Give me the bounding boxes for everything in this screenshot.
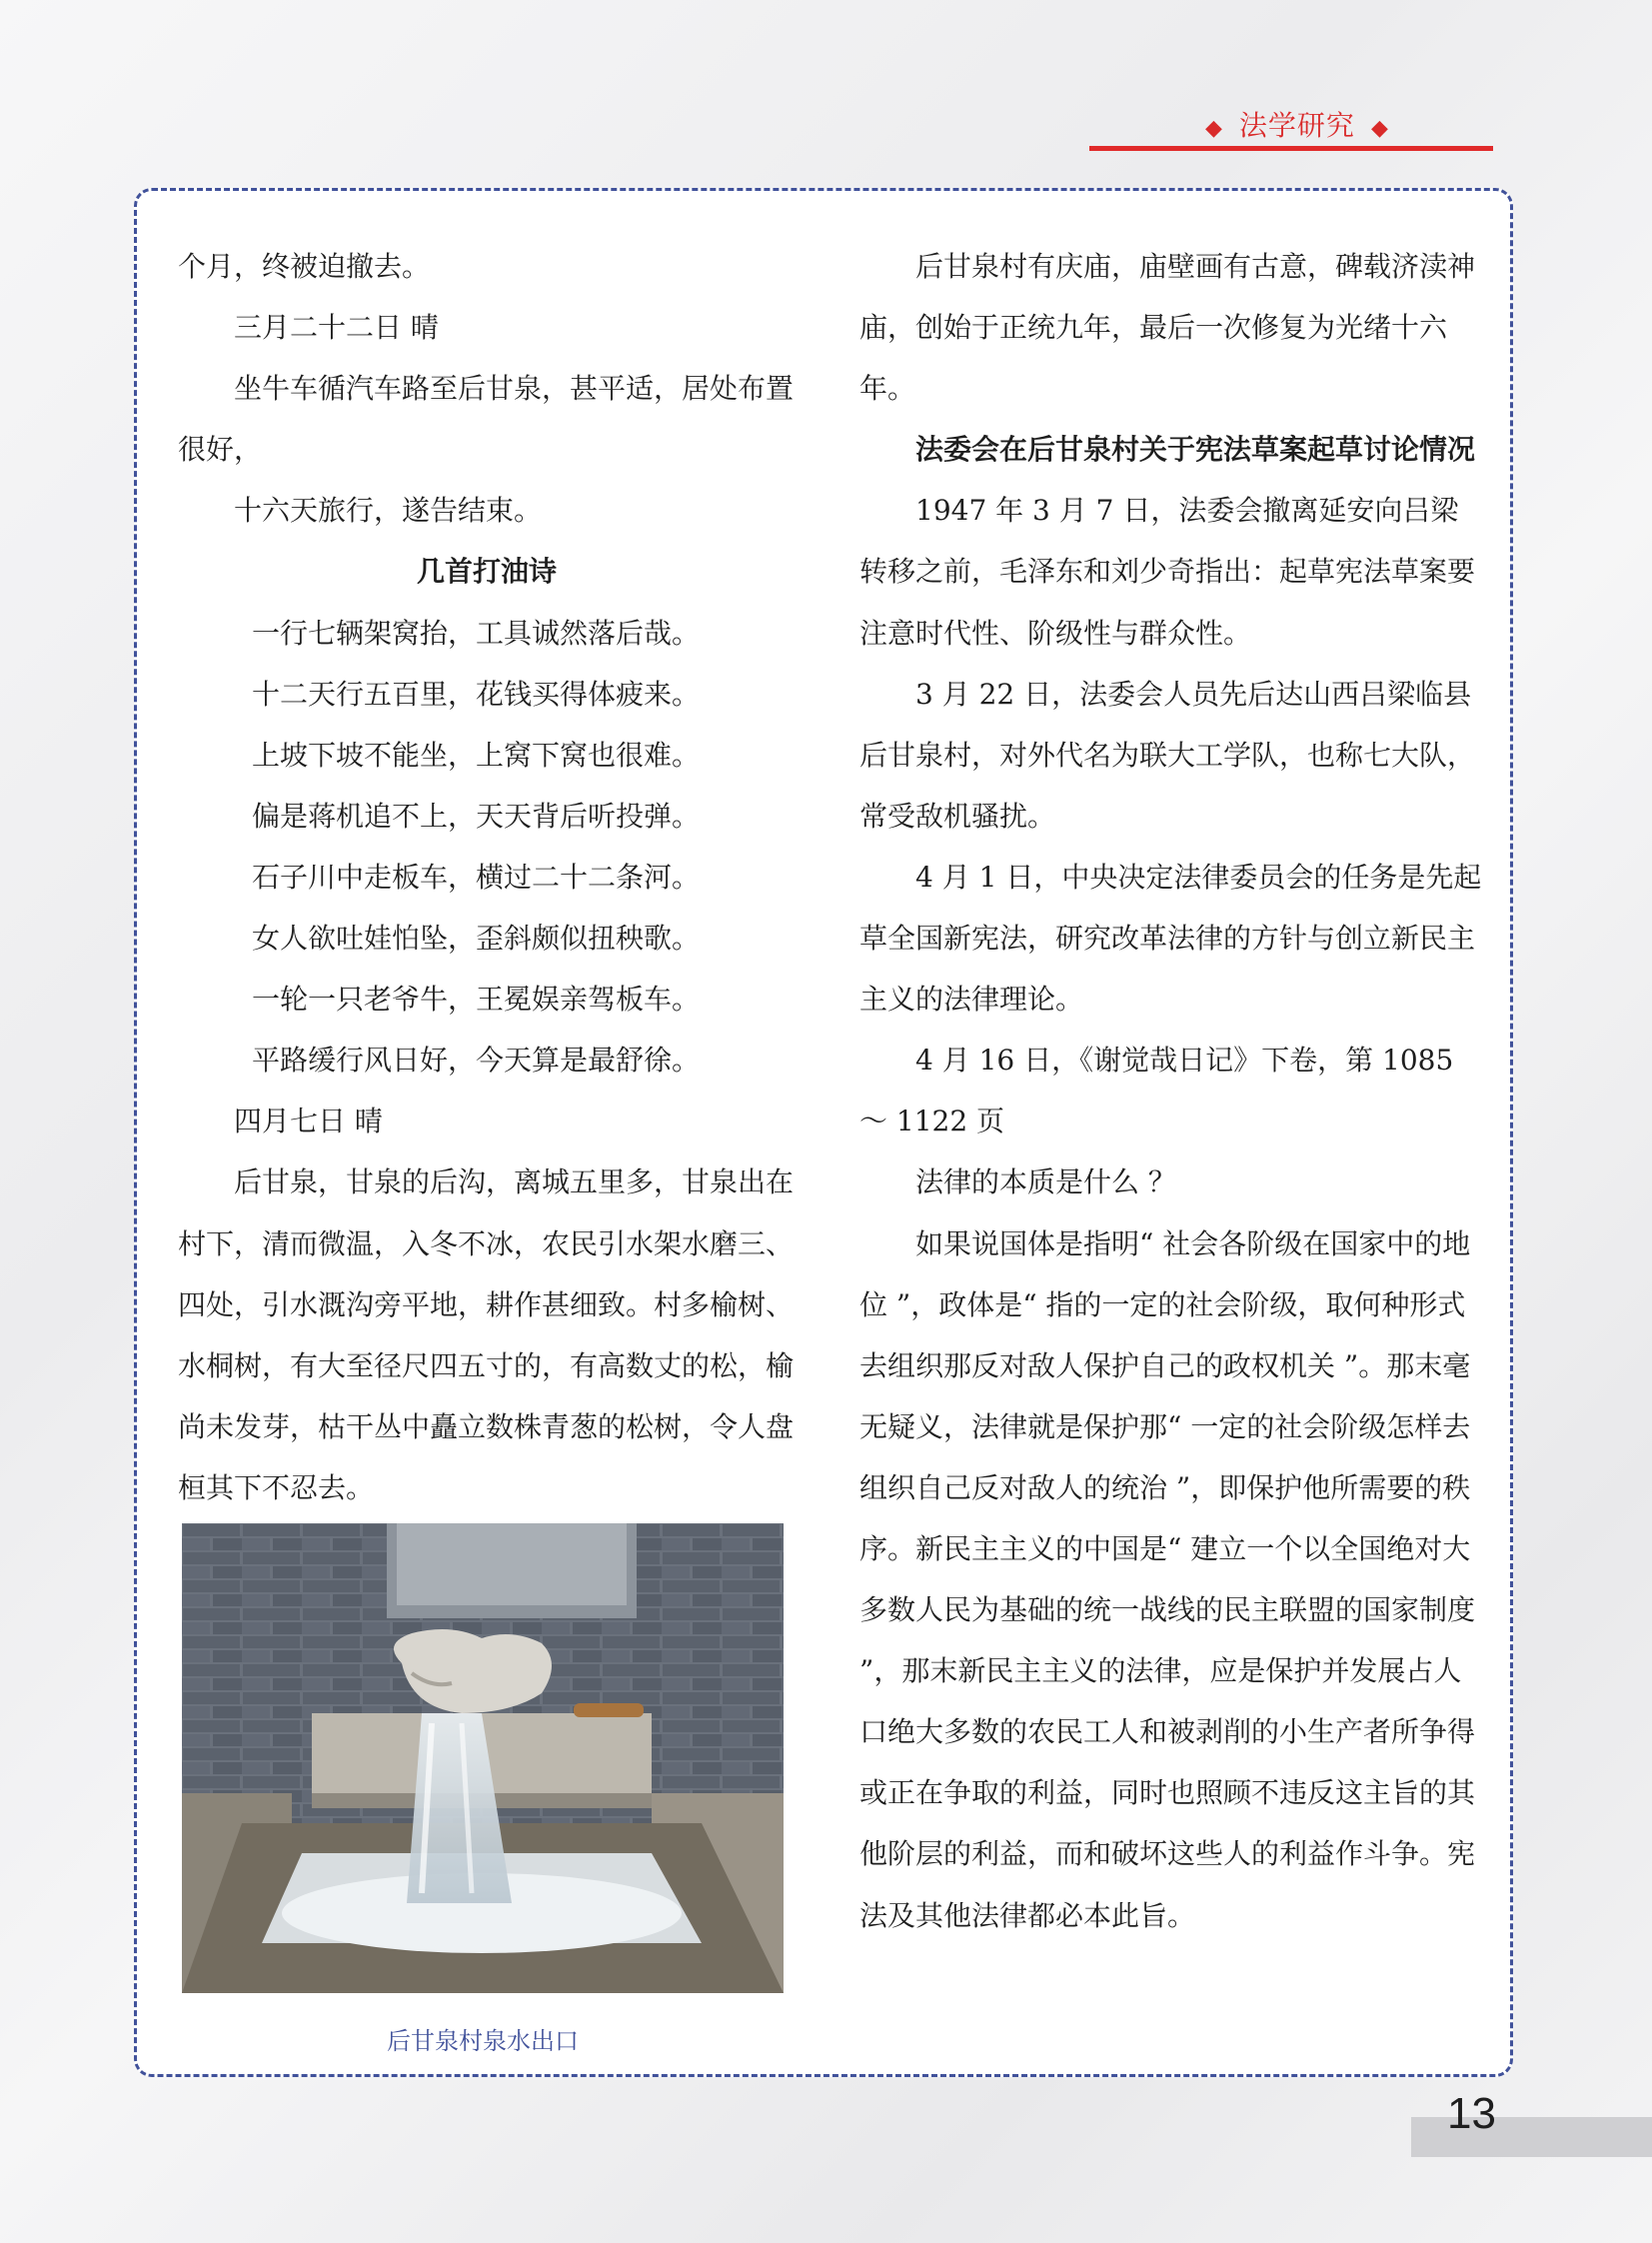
paragraph: 3 月 22 日，法委会人员先后达山西吕梁临县后甘泉村，对外代名为联大工学队，也称七大队，常受敌机骚扰。	[859, 677, 1476, 833]
poem-line: 一轮一只老爷牛，王冕娱亲驾板车。	[252, 983, 701, 1017]
diary-date: 四月七日 晴	[234, 1105, 383, 1138]
poem-line: 女人欲吐娃怕坠，歪斜颇似扭秧歌。	[252, 922, 701, 956]
diamond-left-icon: ◆	[1205, 116, 1223, 141]
poem	[178, 603, 796, 1092]
left-column	[178, 236, 796, 1518]
section-title: 法学研究	[1238, 109, 1355, 142]
paragraph: 后甘泉村有庆庙，庙壁画有古意，碑载济渎神庙，创始于正统九年，最后一次修复为光绪十六年。	[859, 250, 1476, 406]
poem-line: 平路缓行风日好，今天算是最舒徐。	[252, 1044, 701, 1078]
paragraph: 后甘泉，甘泉的后沟，离城五里多，甘泉出在村下，清而微温，入冬不冰，农民引水架水磨三、四处，引水溉沟旁平地，耕作甚细致。村多榆树、水桐树，有大至径尺四五寸的，有高数丈的松，榆尚未发芽，枯干丛中矗立数株青葱的松树，令人盘桓其下不忍去。	[178, 1165, 795, 1504]
paragraph: 如果说国体是指明“ 社会各阶级在国家中的地位 ”，政体是“ 指的一定的社会阶级，取何种形式去组织那反对敌人保护自己的政权机关 ”。那末毫无疑义，法律就是保护那“ 一定的社会阶级怎样去组织自己反对敌人的统治 ”，即保护他所需要的秩序。新民主主义的中国是“ 建立一个以全国绝对大多数人民为基础的统一战线的民主联盟的国家制度 ”，那末新民主主义的法律，应是保护并发展占人口绝大多数的农民工人和被剥削的小生产者所争得或正在争取的利益，同时也照顾不违反这主旨的其他阶层的利益，而和破坏这些人的利益作斗争。宪法及其他法律都必本此旨。	[859, 1226, 1476, 1932]
paragraph: 1947 年 3 月 7 日，法委会撤离延安向吕梁转移之前，毛泽东和刘少奇指出：起草宪法草案要注意时代性、阶级性与群众性。	[859, 494, 1476, 650]
poem-line: 偏是蒋机追不上，天天背后听投弹。	[252, 799, 701, 833]
paragraph: 个月，终被迫撤去。	[178, 250, 431, 283]
right-column	[859, 236, 1485, 1946]
photo-caption: 后甘泉村泉水出口	[387, 2027, 579, 2055]
poem-title: 几首打油诗	[416, 555, 557, 589]
paragraph: 十六天旅行，遂告结束。	[234, 494, 543, 528]
paragraph: 4 月 1 日，中央决定法律委员会的任务是先起草全国新宪法，研究改革法律的方针与创立新民主主义的法律理论。	[859, 860, 1482, 1017]
section-heading: 法委会在后甘泉村关于宪法草案起草讨论情况	[915, 433, 1476, 467]
page-number: 13	[1447, 2089, 1496, 2138]
citation: 4 月 16 日，《谢觉哉日记》下卷，第 1085 ～ 1122 页	[859, 1044, 1454, 1138]
poem-line: 石子川中走板车，横过二十二条河。	[252, 860, 701, 894]
paragraph: 坐牛车循汽车路至后甘泉，甚平适，居处布置很好，	[178, 372, 795, 467]
diary-date: 三月二十二日 晴	[234, 311, 439, 345]
diamond-right-icon: ◆	[1370, 116, 1389, 141]
spring-outlet-photo	[182, 1523, 784, 1993]
poem-line: 一行七辆架窝抬，工具诚然落后哉。	[252, 616, 701, 650]
section-header	[1189, 104, 1405, 144]
header-rule	[1089, 146, 1493, 151]
poem-line: 上坡下坡不能坐，上窝下窝也很难。	[252, 738, 701, 772]
question-heading: 法律的本质是什么 ？	[915, 1165, 1176, 1199]
poem-line: 十二天行五百里，花钱买得体疲来。	[252, 677, 701, 711]
